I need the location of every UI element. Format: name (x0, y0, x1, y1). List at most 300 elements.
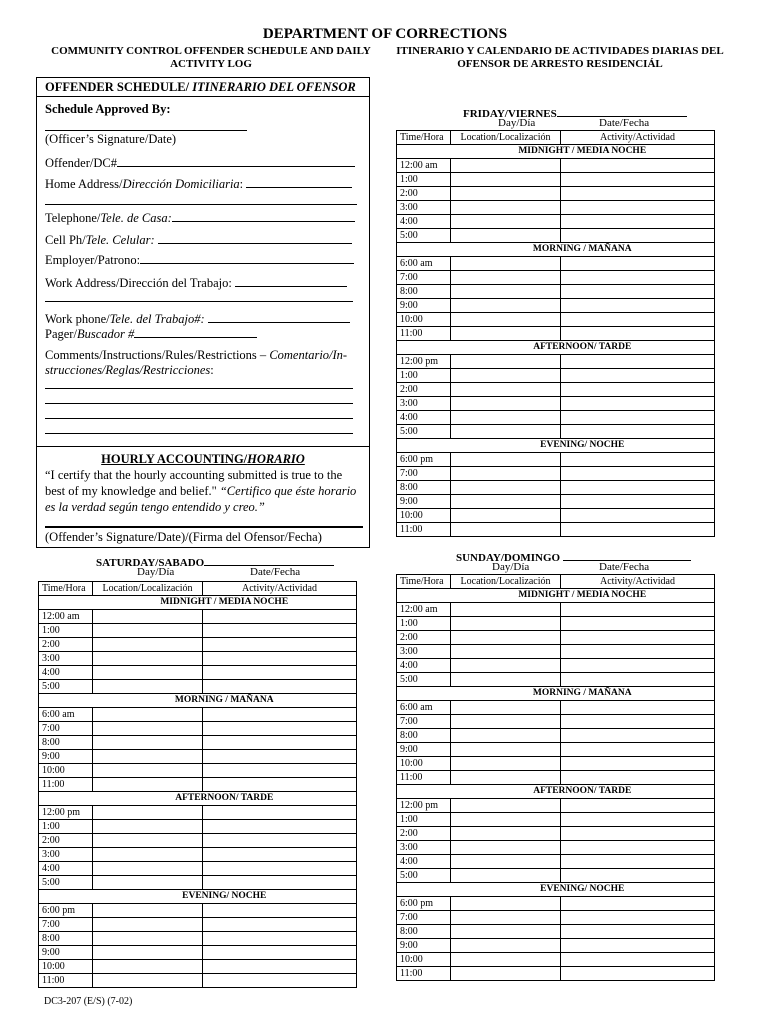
location-cell[interactable] (451, 925, 561, 939)
saturday-heading[interactable]: SATURDAY/SABADO (96, 553, 334, 569)
time-cell: 5:00 (397, 229, 451, 243)
comments-line[interactable] (45, 403, 353, 404)
time-cell: 9:00 (397, 743, 451, 757)
location-cell[interactable] (93, 778, 203, 792)
activity-cell[interactable] (203, 876, 357, 890)
time-cell: 1:00 (397, 369, 451, 383)
time-slot-row (397, 925, 715, 939)
activity-cell[interactable] (561, 411, 715, 425)
time-cell: 10:00 (397, 313, 451, 327)
time-slot-row (39, 960, 357, 974)
time-slot-row (397, 369, 715, 383)
time-slot-row (397, 715, 715, 729)
section-row (397, 589, 715, 603)
activity-cell[interactable] (561, 743, 715, 757)
time-cell: 10:00 (39, 960, 93, 974)
location-cell[interactable] (451, 313, 561, 327)
activity-cell[interactable] (203, 974, 357, 988)
time-slot-row (39, 750, 357, 764)
time-cell: 11:00 (397, 771, 451, 785)
location-cell[interactable] (93, 960, 203, 974)
section-heading: MORNING / MAÑANA (451, 687, 715, 701)
location-cell[interactable] (451, 425, 561, 439)
section-blank-cell (397, 439, 451, 453)
time-slot-row (39, 778, 357, 792)
activity-cell[interactable] (203, 764, 357, 778)
location-cell[interactable] (451, 201, 561, 215)
location-cell[interactable] (451, 757, 561, 771)
location-column-header: Location/Localización (93, 582, 203, 596)
activity-cell[interactable] (561, 159, 715, 173)
activity-cell[interactable] (561, 911, 715, 925)
location-cell[interactable] (93, 610, 203, 624)
activity-cell[interactable] (561, 799, 715, 813)
activity-cell[interactable] (561, 967, 715, 981)
time-cell: 5:00 (397, 869, 451, 883)
time-cell: 8:00 (39, 736, 93, 750)
activity-cell[interactable] (561, 257, 715, 271)
section-row (397, 439, 715, 453)
location-cell[interactable] (451, 855, 561, 869)
table-header-row (397, 131, 715, 145)
location-cell[interactable] (451, 645, 561, 659)
saturday-schedule-table (38, 581, 357, 988)
time-cell: 9:00 (397, 299, 451, 313)
activity-cell[interactable] (561, 327, 715, 341)
location-cell[interactable] (451, 159, 561, 173)
time-slot-row (39, 946, 357, 960)
activity-cell[interactable] (203, 610, 357, 624)
activity-cell[interactable] (203, 904, 357, 918)
location-cell[interactable] (93, 638, 203, 652)
section-row (397, 243, 715, 257)
location-cell[interactable] (451, 397, 561, 411)
activity-cell[interactable] (561, 173, 715, 187)
activity-cell[interactable] (203, 834, 357, 848)
time-cell: 11:00 (39, 974, 93, 988)
location-cell[interactable] (451, 659, 561, 673)
section-row (397, 341, 715, 355)
time-cell: 4:00 (397, 411, 451, 425)
time-cell: 3:00 (39, 848, 93, 862)
hourly-accounting-heading: HOURLY ACCOUNTING/HORARIO (101, 452, 305, 466)
comments-line[interactable] (45, 433, 353, 434)
activity-cell[interactable] (203, 666, 357, 680)
location-cell[interactable] (451, 967, 561, 981)
time-slot-row (397, 495, 715, 509)
saturday-date-label: Date/Fecha (250, 566, 301, 578)
activity-cell[interactable] (561, 603, 715, 617)
activity-cell[interactable] (203, 848, 357, 862)
time-slot-row (397, 453, 715, 467)
section-blank-cell (397, 341, 451, 355)
form-number: DC3-207 (E/S) (7-02) (44, 996, 133, 1007)
sunday-date-label: Date/Fecha (599, 561, 650, 573)
activity-cell[interactable] (561, 659, 715, 673)
location-cell[interactable] (93, 750, 203, 764)
activity-cell[interactable] (561, 645, 715, 659)
time-cell: 6:00 pm (39, 904, 93, 918)
time-cell: 7:00 (397, 271, 451, 285)
time-slot-row (39, 806, 357, 820)
location-cell[interactable] (93, 862, 203, 876)
location-cell[interactable] (451, 299, 561, 313)
activity-cell[interactable] (561, 355, 715, 369)
section-blank-cell (397, 243, 451, 257)
activity-cell[interactable] (203, 652, 357, 666)
sunday-heading[interactable]: SUNDAY/DOMINGO (456, 548, 691, 564)
location-cell[interactable] (93, 834, 203, 848)
time-cell: 6:00 am (397, 257, 451, 271)
activity-cell[interactable] (561, 953, 715, 967)
section-row (39, 694, 357, 708)
work-address-line-2[interactable] (45, 301, 353, 302)
activity-cell[interactable] (561, 925, 715, 939)
offender-schedule-box (36, 77, 370, 548)
time-slot-row (397, 159, 715, 173)
location-cell[interactable] (93, 764, 203, 778)
location-cell[interactable] (93, 820, 203, 834)
time-slot-row (39, 652, 357, 666)
activity-cell[interactable] (203, 722, 357, 736)
activity-cell[interactable] (561, 453, 715, 467)
time-slot-row (397, 827, 715, 841)
activity-cell[interactable] (561, 215, 715, 229)
time-cell: 9:00 (39, 750, 93, 764)
activity-cell[interactable] (203, 960, 357, 974)
activity-cell[interactable] (561, 617, 715, 631)
section-row (39, 792, 357, 806)
section-blank-cell (39, 890, 93, 904)
location-cell[interactable] (93, 918, 203, 932)
time-slot-row (39, 624, 357, 638)
activity-cell[interactable] (561, 757, 715, 771)
location-cell[interactable] (451, 631, 561, 645)
activity-cell[interactable] (203, 680, 357, 694)
activity-cell[interactable] (561, 383, 715, 397)
section-heading: EVENING/ NOCHE (451, 883, 715, 897)
cell-phone-field[interactable]: Cell Ph/Tele. Celular: (45, 231, 352, 248)
location-cell[interactable] (451, 453, 561, 467)
comments-label: Comments/Instructions/Rules/Restrictions – Comentario/In- (45, 348, 348, 362)
activity-cell[interactable] (561, 827, 715, 841)
location-cell[interactable] (93, 932, 203, 946)
friday-schedule-table (396, 130, 715, 537)
activity-cell[interactable] (561, 481, 715, 495)
time-slot-row (397, 841, 715, 855)
location-cell[interactable] (451, 229, 561, 243)
time-slot-row (39, 680, 357, 694)
time-cell: 4:00 (397, 855, 451, 869)
time-slot-row (39, 764, 357, 778)
time-slot-row (397, 869, 715, 883)
comments-line[interactable] (45, 388, 353, 389)
activity-cell[interactable] (561, 631, 715, 645)
time-cell: 2:00 (39, 834, 93, 848)
time-cell: 12:00 am (397, 159, 451, 173)
location-cell[interactable] (451, 215, 561, 229)
time-cell: 9:00 (397, 495, 451, 509)
time-slot-row (397, 967, 715, 981)
activity-cell[interactable] (561, 313, 715, 327)
time-slot-row (397, 799, 715, 813)
location-cell[interactable] (451, 257, 561, 271)
location-column-header: Location/Localización (451, 575, 561, 589)
activity-cell[interactable] (203, 918, 357, 932)
time-slot-row (39, 834, 357, 848)
activity-cell[interactable] (203, 778, 357, 792)
location-cell[interactable] (93, 652, 203, 666)
activity-cell[interactable] (561, 299, 715, 313)
activity-cell[interactable] (203, 638, 357, 652)
home-address-line-2[interactable] (45, 204, 357, 205)
time-slot-row (397, 953, 715, 967)
activity-cell[interactable] (561, 729, 715, 743)
activity-cell[interactable] (203, 736, 357, 750)
location-cell[interactable] (93, 974, 203, 988)
time-cell: 3:00 (397, 841, 451, 855)
activity-cell[interactable] (203, 946, 357, 960)
activity-cell[interactable] (561, 673, 715, 687)
location-cell[interactable] (451, 467, 561, 481)
time-cell: 4:00 (39, 862, 93, 876)
location-cell[interactable] (451, 743, 561, 757)
time-slot-row (39, 876, 357, 890)
section-heading: MIDNIGHT / MEDIA NOCHE (451, 145, 715, 159)
time-cell: 2:00 (397, 631, 451, 645)
location-cell[interactable] (451, 187, 561, 201)
comments-line[interactable] (45, 418, 353, 419)
time-cell: 3:00 (397, 397, 451, 411)
time-cell: 7:00 (397, 911, 451, 925)
time-cell: 12:00 am (397, 603, 451, 617)
pager-field[interactable]: Pager/Buscador # (45, 325, 257, 342)
location-cell[interactable] (451, 715, 561, 729)
time-slot-row (397, 757, 715, 771)
activity-cell[interactable] (561, 701, 715, 715)
time-cell: 7:00 (39, 722, 93, 736)
time-slot-row (397, 939, 715, 953)
activity-cell[interactable] (203, 820, 357, 834)
location-cell[interactable] (451, 939, 561, 953)
location-cell[interactable] (451, 271, 561, 285)
time-cell: 2:00 (397, 827, 451, 841)
time-cell: 9:00 (397, 939, 451, 953)
section-heading: EVENING/ NOCHE (93, 890, 357, 904)
activity-cell[interactable] (203, 862, 357, 876)
time-slot-row (397, 645, 715, 659)
location-cell[interactable] (93, 946, 203, 960)
time-cell: 12:00 am (39, 610, 93, 624)
time-cell: 8:00 (397, 481, 451, 495)
location-cell[interactable] (451, 481, 561, 495)
location-cell[interactable] (451, 285, 561, 299)
location-cell[interactable] (451, 327, 561, 341)
activity-cell[interactable] (561, 425, 715, 439)
location-cell[interactable] (451, 355, 561, 369)
work-phone-field[interactable]: Work phone/Tele. del Trabajo#: (45, 310, 350, 327)
time-cell: 11:00 (39, 778, 93, 792)
activity-cell[interactable] (561, 939, 715, 953)
location-cell[interactable] (451, 369, 561, 383)
time-cell: 11:00 (397, 967, 451, 981)
activity-cell[interactable] (561, 495, 715, 509)
schedule-approved-label: Schedule Approved By: (45, 102, 171, 116)
offender-signature-label: (Offender’s Signature/Date)/(Firma del Ofensor/Fecha) (45, 530, 322, 544)
time-slot-row (397, 673, 715, 687)
time-slot-row (397, 299, 715, 313)
offender-dc-field[interactable]: Offender/DC# (45, 154, 355, 171)
activity-cell[interactable] (561, 201, 715, 215)
activity-cell[interactable] (561, 523, 715, 537)
location-cell[interactable] (451, 799, 561, 813)
time-slot-row (39, 974, 357, 988)
activity-cell[interactable] (203, 708, 357, 722)
activity-cell[interactable] (561, 813, 715, 827)
activity-cell[interactable] (561, 229, 715, 243)
location-cell[interactable] (451, 827, 561, 841)
friday-date-label: Date/Fecha (599, 117, 650, 129)
section-heading: MORNING / MAÑANA (93, 694, 357, 708)
location-cell[interactable] (93, 708, 203, 722)
table-header-row (397, 575, 715, 589)
location-cell[interactable] (93, 848, 203, 862)
location-cell[interactable] (451, 173, 561, 187)
time-slot-row (39, 708, 357, 722)
certification-text: “I certify that the hourly accounting submitted is true to the best of my knowledge and belief." “Certifico que éste horario es la verdad según tengo entendido y creo.” (45, 468, 357, 514)
time-cell: 9:00 (39, 946, 93, 960)
telephone-field[interactable]: Telephone/Tele. de Casa: (45, 209, 355, 226)
location-cell[interactable] (93, 904, 203, 918)
time-slot-row (397, 481, 715, 495)
activity-cell[interactable] (561, 187, 715, 201)
time-cell: 7:00 (397, 467, 451, 481)
time-slot-row (397, 201, 715, 215)
time-slot-row (397, 313, 715, 327)
activity-cell[interactable] (561, 467, 715, 481)
location-cell[interactable] (451, 701, 561, 715)
time-cell: 2:00 (397, 383, 451, 397)
location-cell[interactable] (93, 722, 203, 736)
employer-field[interactable]: Employer/Patrono: (45, 251, 354, 268)
activity-cell[interactable] (561, 715, 715, 729)
time-cell: 1:00 (397, 173, 451, 187)
activity-cell[interactable] (203, 750, 357, 764)
time-cell: 1:00 (39, 624, 93, 638)
time-slot-row (397, 743, 715, 757)
activity-cell[interactable] (561, 771, 715, 785)
section-blank-cell (397, 589, 451, 603)
sunday-day-label: Day/Día (492, 561, 530, 573)
time-slot-row (397, 285, 715, 299)
location-cell[interactable] (451, 813, 561, 827)
activity-cell[interactable] (561, 897, 715, 911)
location-cell[interactable] (451, 495, 561, 509)
time-slot-row (39, 932, 357, 946)
location-cell[interactable] (451, 523, 561, 537)
activity-cell[interactable] (561, 855, 715, 869)
activity-cell[interactable] (561, 285, 715, 299)
time-slot-row (39, 862, 357, 876)
location-cell[interactable] (451, 897, 561, 911)
location-cell[interactable] (451, 509, 561, 523)
friday-heading[interactable]: FRIDAY/VIERNES (463, 104, 687, 120)
section-blank-cell (397, 687, 451, 701)
time-cell: 6:00 am (397, 701, 451, 715)
activity-column-header: Activity/Actividad (561, 131, 715, 145)
activity-cell[interactable] (561, 841, 715, 855)
work-address-field[interactable]: Work Address/Dirección del Trabajo: (45, 274, 347, 291)
activity-cell[interactable] (561, 869, 715, 883)
location-cell[interactable] (451, 869, 561, 883)
location-cell[interactable] (451, 383, 561, 397)
comments-label-2: strucciones/Reglas/Restricciones: (45, 363, 214, 377)
time-slot-row (397, 659, 715, 673)
activity-cell[interactable] (561, 271, 715, 285)
location-cell[interactable] (93, 680, 203, 694)
time-slot-row (397, 603, 715, 617)
section-heading: AFTERNOON/ TARDE (451, 785, 715, 799)
location-cell[interactable] (93, 806, 203, 820)
home-address-field[interactable]: Home Address/Dirección Domiciliaria: (45, 175, 352, 192)
location-cell[interactable] (451, 771, 561, 785)
time-slot-row (39, 722, 357, 736)
activity-cell[interactable] (203, 932, 357, 946)
time-cell: 3:00 (39, 652, 93, 666)
location-cell[interactable] (451, 729, 561, 743)
time-cell: 6:00 am (39, 708, 93, 722)
time-slot-row (397, 187, 715, 201)
section-heading: MIDNIGHT / MEDIA NOCHE (93, 596, 357, 610)
section-row (39, 890, 357, 904)
time-cell: 2:00 (397, 187, 451, 201)
location-cell[interactable] (451, 603, 561, 617)
section-blank-cell (39, 694, 93, 708)
time-cell: 4:00 (39, 666, 93, 680)
location-cell[interactable] (93, 624, 203, 638)
activity-cell[interactable] (203, 624, 357, 638)
officer-signature-line[interactable] (45, 130, 247, 131)
time-slot-row (397, 355, 715, 369)
time-slot-row (397, 271, 715, 285)
time-cell: 8:00 (397, 285, 451, 299)
location-cell[interactable] (451, 617, 561, 631)
time-cell: 12:00 pm (397, 799, 451, 813)
time-slot-row (39, 904, 357, 918)
activity-cell[interactable] (561, 397, 715, 411)
location-cell[interactable] (451, 911, 561, 925)
time-slot-row (397, 425, 715, 439)
section-blank-cell (397, 145, 451, 159)
offender-signature-line[interactable] (45, 526, 363, 528)
time-cell: 5:00 (397, 425, 451, 439)
activity-cell[interactable] (561, 509, 715, 523)
location-cell[interactable] (93, 666, 203, 680)
offender-schedule-heading: OFFENDER SCHEDULE/ ITINERARIO DEL OFENSOR (45, 80, 356, 94)
location-cell[interactable] (93, 736, 203, 750)
activity-cell[interactable] (203, 806, 357, 820)
location-cell[interactable] (451, 673, 561, 687)
time-slot-row (397, 397, 715, 411)
section-row (397, 687, 715, 701)
location-cell[interactable] (93, 876, 203, 890)
time-slot-row (397, 467, 715, 481)
location-cell[interactable] (451, 953, 561, 967)
location-cell[interactable] (451, 841, 561, 855)
activity-cell[interactable] (561, 369, 715, 383)
time-cell: 6:00 pm (397, 897, 451, 911)
location-cell[interactable] (451, 411, 561, 425)
